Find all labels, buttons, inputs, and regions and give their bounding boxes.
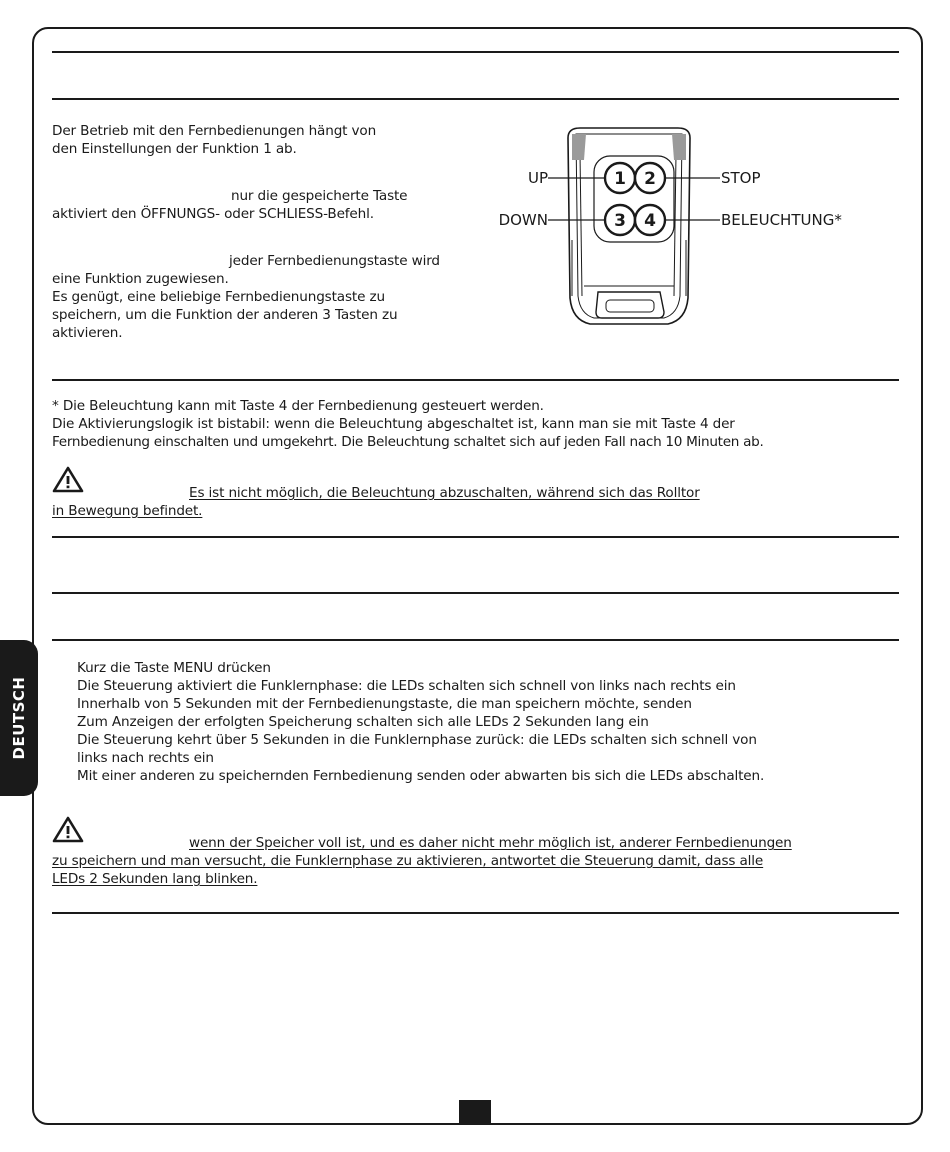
text-line: Es genügt, eine beliebige Fernbedienungstaste zu xyxy=(52,289,385,305)
procedure-step: Innerhalb von 5 Sekunden mit der Fernbedienungstaste, die man speichern möchte, senden xyxy=(77,696,692,712)
warning-text-line: in Bewegung befindet. xyxy=(52,503,203,519)
text-line: aktiviert den ÖFFNUNGS- oder SCHLIESS-Befehl. xyxy=(52,206,374,222)
svg-text:1: 1 xyxy=(614,169,626,189)
remote-button-4 xyxy=(635,205,665,235)
text-line: nur die gespeicherte Taste xyxy=(231,188,408,204)
remote-control-illustration xyxy=(480,120,880,340)
procedure-step: Mit einer anderen zu speichernden Fernbedienung senden oder abwarten bis sich die LEDs abschalten. xyxy=(77,768,765,784)
svg-text:4: 4 xyxy=(644,211,656,231)
procedure-step: links nach rechts ein xyxy=(77,750,214,766)
warning-icon xyxy=(52,466,84,493)
rule xyxy=(52,51,899,53)
warning-text-line: zu speichern und man versucht, die Funklernphase zu aktivieren, antwortet die Steuerung damit, dass alle xyxy=(52,853,764,869)
svg-text:2: 2 xyxy=(644,169,656,189)
procedure-step: Die Steuerung kehrt über 5 Sekunden in die Funklernphase zurück: die LEDs schalten sich schnell von xyxy=(77,732,757,748)
text-line: jeder Fernbedienungstaste wird xyxy=(229,253,440,269)
text-line: aktivieren. xyxy=(52,325,123,341)
page-marker xyxy=(459,1100,491,1124)
label-down: DOWN xyxy=(498,211,548,229)
text-line: Die Aktivierungslogik ist bistabil: wenn die Beleuchtung abgeschaltet ist, kann man sie mit Taste 4 der xyxy=(52,416,735,432)
svg-text:3: 3 xyxy=(614,211,626,231)
rule xyxy=(52,379,899,381)
warning-icon xyxy=(52,816,84,843)
remote-shade xyxy=(572,134,586,160)
text-line: * Die Beleuchtung kann mit Taste 4 der Fernbedienung gesteuert werden. xyxy=(52,398,544,414)
rule xyxy=(52,592,899,594)
remote-shade xyxy=(672,134,686,160)
rule xyxy=(52,912,899,914)
rule xyxy=(52,98,899,100)
remote-button-2 xyxy=(635,163,665,193)
text-line: eine Funktion zugewiesen. xyxy=(52,271,229,287)
text-line: Fernbedienung einschalten und umgekehrt. Die Beleuchtung schaltet sich auf jeden Fall nach 10 Minuten ab. xyxy=(52,434,764,450)
text-line: Der Betrieb mit den Fernbedienungen hängt von xyxy=(52,123,377,139)
label-up: UP xyxy=(527,169,548,187)
rule xyxy=(52,639,899,641)
procedure-step: Zum Anzeigen der erfolgten Speicherung schalten sich alle LEDs 2 Sekunden lang ein xyxy=(77,714,649,730)
warning-text-line: LEDs 2 Sekunden lang blinken. xyxy=(52,871,258,887)
text-line: den Einstellungen der Funktion 1 ab. xyxy=(52,141,297,157)
rule xyxy=(52,536,899,538)
remote-button-3 xyxy=(605,205,635,235)
text-line: speichern, um die Funktion der anderen 3 Tasten zu xyxy=(52,307,398,323)
warning-text-line: wenn der Speicher voll ist, und es daher nicht mehr möglich ist, anderer Fernbedienungen xyxy=(189,835,792,851)
language-side-tab-label: DEUTSCH xyxy=(10,676,28,760)
procedure-step: Kurz die Taste MENU drücken xyxy=(77,660,271,676)
label-light: BELEUCHTUNG* xyxy=(721,211,842,229)
warning-text-line: Es ist nicht möglich, die Beleuchtung abzuschalten, während sich das Rolltor xyxy=(189,485,700,501)
label-stop: STOP xyxy=(721,169,761,187)
procedure-step: Die Steuerung aktiviert die Funklernphase: die LEDs schalten sich schnell von links nach rechts ein xyxy=(77,678,736,694)
remote-button-1 xyxy=(605,163,635,193)
